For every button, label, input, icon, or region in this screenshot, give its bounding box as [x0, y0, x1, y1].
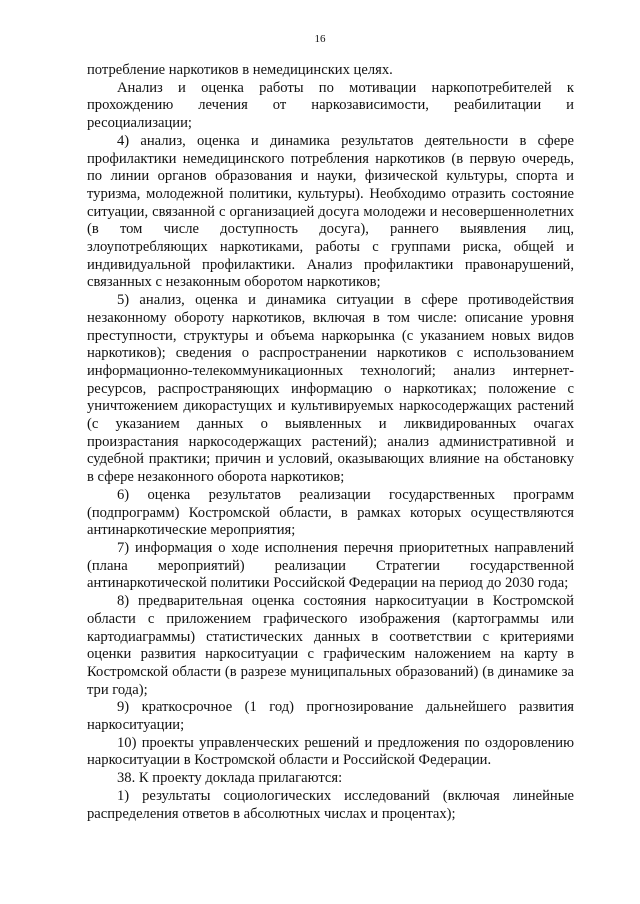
paragraph: 10) проекты управленческих решений и предложения по оздоровлению наркоситуации в Костромской области и Российской Федерации.	[87, 734, 574, 769]
document-body	[87, 62, 574, 823]
paragraph: потребление наркотиков в немедицинских целях.	[87, 62, 393, 78]
paragraph: 1) результаты социологических исследований (включая линейные распределения ответов в абсолютных числах и процентах);	[87, 787, 574, 822]
paragraph: 4) анализ, оценка и динамика результатов деятельности в сфере профилактики немедицинского потребления наркотиков (в первую очередь, по линии органов образования и науки, физической культуры, спорта и туризма, молодежной политики, культуры). Необходимо отразить состояние ситуации, связанной с организацией досуга молодежи и несовершеннолетних (в том числе доступность досуга), раннего выявления лиц, злоупотребляющих наркотиками, работы с группами риска, общей и индивидуальной профилактики. Анализ профилактики правонарушений, связанных с незаконным оборотом наркотиков;	[87, 132, 574, 291]
paragraph: Анализ и оценка работы по мотивации наркопотребителей к прохождению лечения от наркозависимости, реабилитации и ресоциализации;	[87, 79, 574, 132]
page-number: 16	[314, 33, 326, 45]
paragraph: 7) информация о ходе исполнения перечня приоритетных направлений (плана мероприятий) реализации Стратегии государственной антинаркотической политики Российской Федерации на период до 2030 года;	[87, 539, 574, 592]
paragraph: 6) оценка результатов реализации государственных программ (подпрограмм) Костромской области, в рамках которых осуществляются антинаркотические мероприятия;	[87, 486, 574, 539]
paragraph: 9) краткосрочное (1 год) прогнозирование дальнейшего развития наркоситуации;	[87, 699, 574, 734]
paragraph: 38. К проекту доклада прилагаются:	[117, 770, 343, 787]
paragraph: 5) анализ, оценка и динамика ситуации в сфере противодействия незаконному обороту наркотиков, включая в том числе: описание уровня преступности, структуры и объема наркорынка (с указанием новых видов наркотиков); сведения о распространении наркотиков с использованием информационно-телекоммуникационных технологий; анализ интернет-ресурсов, распространяющих информацию о наркотиках; положение с уничтожением дикорастущих и культивируемых наркосодержащих растений (с указанием данных о выявленных и ликвидированных очагах произрастания наркосодержащих растений); анализ административной и судебной практики; причин и условий, оказывающих влияние на обстановку в сфере незаконного оборота наркотиков;	[87, 292, 574, 486]
paragraph: 8) предварительная оценка состояния наркоситуации в Костромской области с приложением графического изображения (картограммы или картодиаграммы) статистических данных в соответствии с критериями оценки развития наркоситуации с графическим наложением на карту в Костромской области (в разрезе муниципальных образований) (в динамике за три года);	[87, 593, 574, 698]
